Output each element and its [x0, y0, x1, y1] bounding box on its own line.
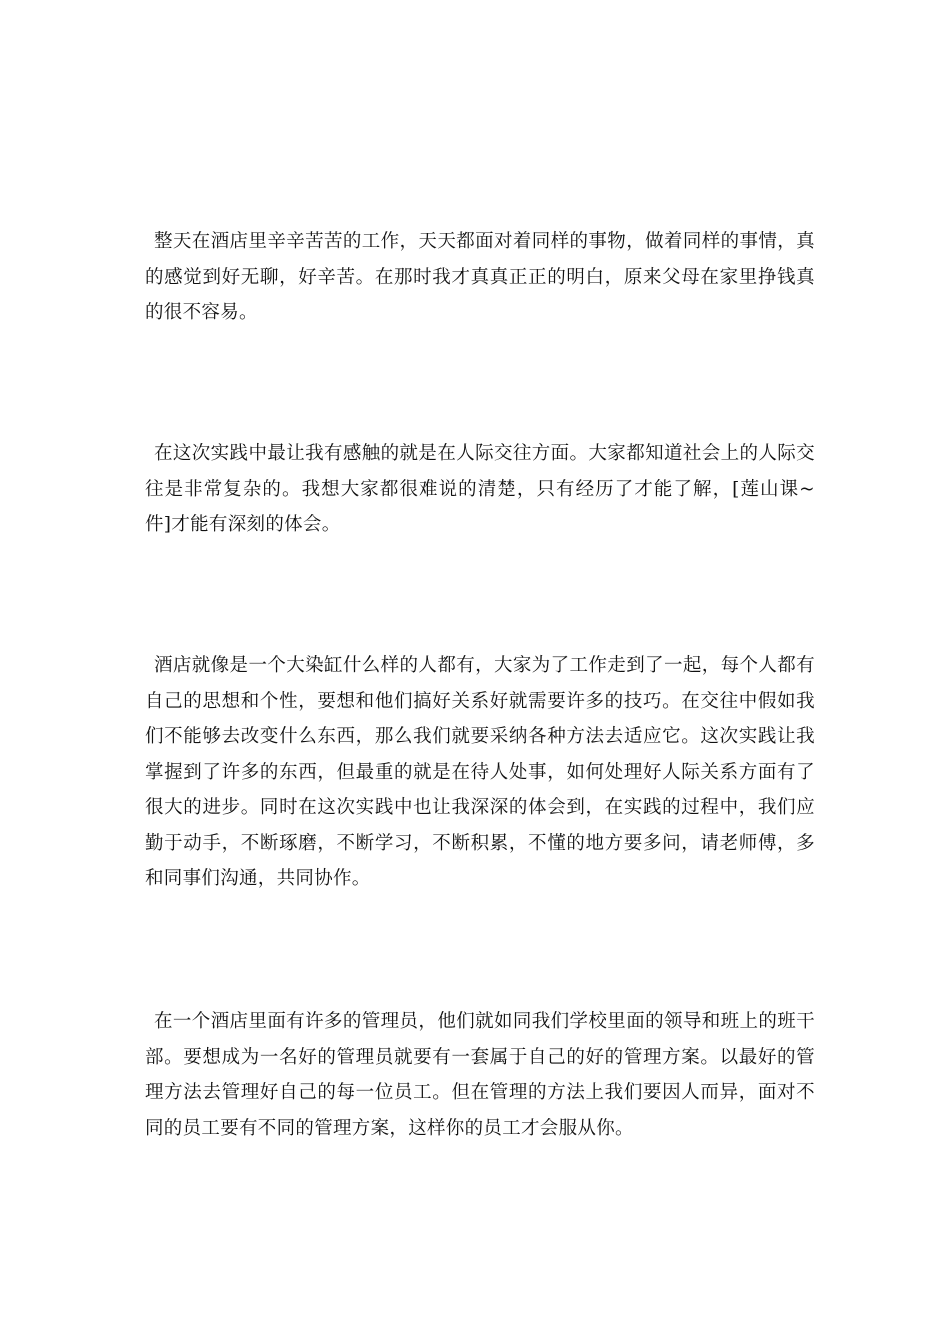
paragraph-managers: 在一个酒店里面有许多的管理员，他们就如同我们学校里面的领导和班上的班干部。要想成为一名好的管理员就要有一套属于自己的好的管理方案。以最好的管理方法去管理好自己的每一位员工。但在管理的方法上我们要因人而异，面对不同的员工要有不同的管理方案，这样你的员工才会服从你。	[145, 1011, 815, 1139]
paragraph-dye-vat: 酒店就像是一个大染缸什么样的人都有，大家为了工作走到了一起，每个人都有自己的思想和个性，要想和他们搞好关系好就需要许多的技巧。在交往中假如我们不能够去改变什么东西，那么我们就要采纳各种方法去适应它。这次实践让我掌握到了许多的东西，但最重的就是在待人处事，如何处理好人际关系方面有了很大的进步。同时在这次实践中也让我深深的体会到，在实践的过程中，我们应勤于动手，不断琢磨，不断学习，不断积累，不懂的地方要多问，请老师傅，多和同事们沟通，共同协作。	[145, 655, 815, 889]
paragraph-hotel-work: 整天在酒店里辛辛苦苦的工作，天天都面对着同样的事物，做着同样的事情，真的感觉到好无聊，好辛苦。在那时我才真真正正的明白，原来父母在家里挣钱真的很不容易。	[145, 231, 815, 323]
paragraph-interpersonal: 在这次实践中最让我有感触的就是在人际交往方面。大家都知道社会上的人际交往是非常复杂的。我想大家都很难说的清楚，只有经历了才能了解，[莲山课~件]才能有深刻的体会。	[145, 443, 815, 535]
